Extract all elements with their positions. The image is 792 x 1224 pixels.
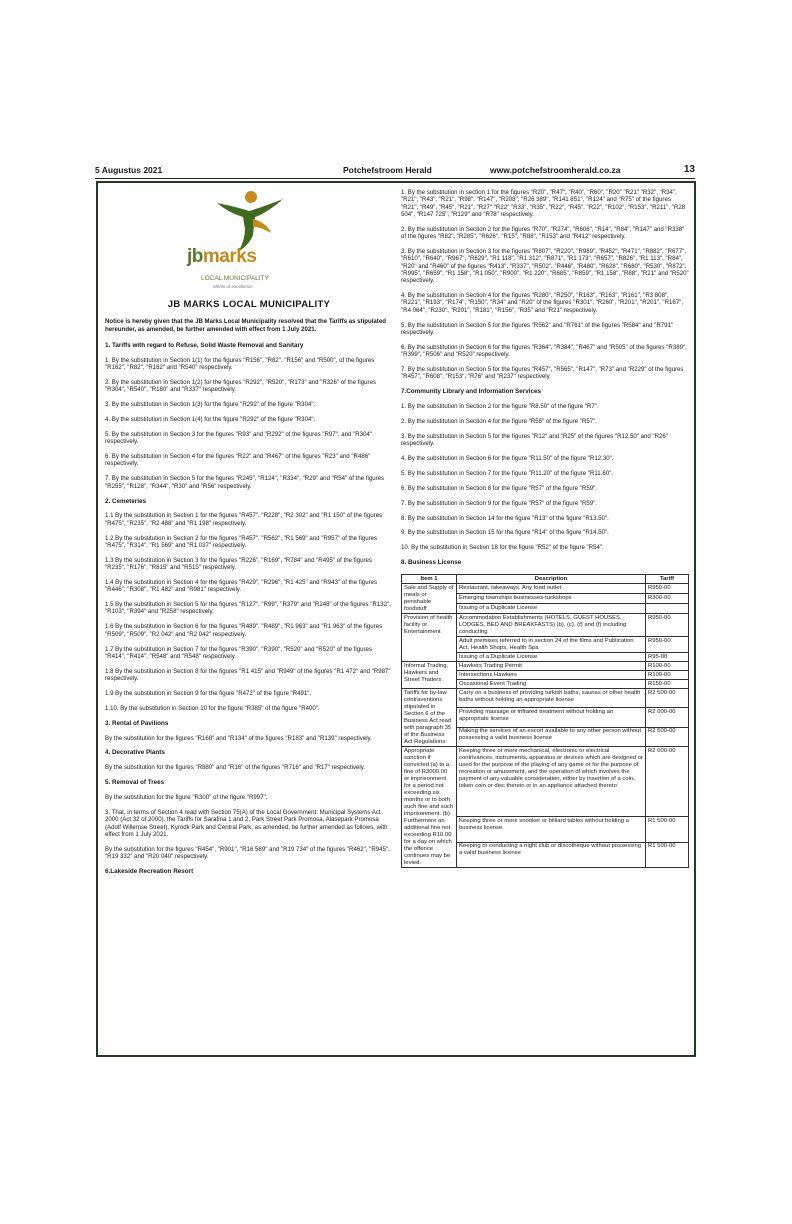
page-header (95, 164, 695, 179)
notice-box (96, 181, 696, 1057)
paragraph: By the substitution for the figures "R880" and "R16" of the figures "R716" and "R17" respectively. (105, 764, 366, 772)
section-heading: 6.Lakeside Recreation Resort (105, 867, 194, 875)
logo-tagline: Merits of excellence (213, 284, 253, 289)
tariff-cell: R95-00 (646, 653, 689, 662)
paragraph: 2. By the substitution in Section 1(2) for the figures "R292", "R520", "R173" and "R326" of the figures "R304", "R540", "R180" and "R337" respectively. (105, 378, 377, 394)
paragraph: 3. By the substitution in Section 3 for the figures "R807", "R220", "R989", "R452", "R471", "R882", "R677", "R610", "R640", "R967", "R629", "R1 118", "R1 312", "R871", "R1 173", "R657", "R826", "R1 113", "R84", "R20" and "R460" of the figures "R413", "R337", "R502", "R446", "R480", "R628", "R680", "R530", "R872", "R995", "R659", "R1 158", "R1 050", "R900", "R1 220", "R685", "R859", "R1 158", "R88", "R21" and "R520" respectively. (401, 247, 689, 285)
paragraph: 7. By the substitution in Section 9 for the figure "R57" of the figure "R59". (401, 499, 597, 507)
item-cell: Sale and Supply of meals or perishable foodstuff (402, 584, 457, 614)
tariff-cell: R2 500-00 (646, 689, 689, 708)
paragraph: 1.4 By the substitution in Section 4 for the figures "R429", "R296", "R1 425" and "R943" of the figures "R446", "R308", "R1 482" and "R981" respectively. (105, 578, 378, 594)
paragraph: 9. By the substitution in Section 15 for the figure "R14" of the figure "R14.50". (401, 529, 609, 537)
paragraph: 2. By the substitution in Section 2 for the figures "R70", "R274", "R606", "R14", "R84", "R147" and "R338" of the figures "R82", "R285", "R626", "R15", "R88", "R153" and "R412" respectively. (401, 225, 685, 241)
description-cell: Keeping three or more snooker or billiard tables without holding a business license (457, 817, 646, 842)
left-content (105, 342, 393, 875)
header-item: Item 1 (402, 575, 457, 584)
description-cell: Hawkers Trading Permit (457, 662, 646, 671)
paragraph: 6. By the substitution in Section 8 for the figure "R57" of the figure "R59". (401, 484, 597, 492)
tariff-cell: R100-00 (646, 671, 689, 680)
municipality-logo (105, 189, 393, 297)
item-cell: Appropriate sanction if convicted (a) to a fine of R3000.00 or imprisonment for a period not exceeding six months or to both such fine and such imprisonment. (b) Furthermore an additional fine not exceeding R10.00 for a day on which the offence continues may be levied. (402, 747, 457, 868)
logo-wordmark: jbmarks (187, 246, 257, 267)
paragraph: 1. By the substitution in section 1 for the figures "R20", "R47", "R40", "R60", "R20" "R21" "R32", "R34", "R21", "R43", "R21", "R98", "R147", "R208", "R26 389", "R141 851", "R124" and "R75" of the figures "R21", "R49", "R45", "R21", "R27" "R22" "R33", "R35", "R22", "R45", "R22", "R102", "R153", "R211", "R28 504", "R147 725", "R129" and "R78" respectively. (401, 189, 686, 218)
description-cell: Adult premises referred to in section 24 of the films and Publication Act, Health Shops, Health Spa (457, 637, 646, 653)
issue-date: 5 Augustus 2021 (95, 165, 163, 175)
paragraph: 5. By the substitution in Section 5 for the figures "R562" and "R761" of the figures "R584" and "R791" respectively. (401, 321, 674, 336)
section-heading: 1. Tariffs with regard to Refuse, Solid Waste Removal and Sanitary (105, 341, 304, 349)
tariff-cell: R2 000-00 (646, 708, 689, 727)
item-cell: Tariffs for by-law contraventions stipulated in Section 6 of the Business Act read with paragraph 35 of the Business Act Regulations: (402, 689, 457, 747)
section-heading: 3. Rental of Pavilions (105, 719, 169, 727)
paragraph: 1. By the substitution in Section 2 for the figure "R8.50" of the figure "R7". (401, 402, 599, 410)
description-cell: Making the services of an escort available to any other person without possessing a valid business license (457, 727, 646, 746)
tariff-cell: R950-00 (646, 637, 689, 653)
paragraph: By the substitution for the figures "R168" and "R134" of the figures "R183" and "R139" respectively. (105, 734, 372, 742)
tariff-cell: R300-00 (646, 594, 689, 604)
municipality-title: JB MARKS LOCAL MUNICIPALITY (167, 299, 331, 310)
table-row (402, 747, 689, 817)
notice-intro: Notice is hereby given that the JB Marks Local Municipality resolved that the Tariffs as stipulated hereunder, as amended, be further amended with effect from 1 July 2021. (105, 318, 386, 333)
paragraph: 4. By the substitution in Section 6 for the figure "R11.50" of the figure "R12.30". (401, 454, 614, 462)
section-heading: 5. Removal of Trees (105, 779, 165, 787)
paragraph: 1.8 By the substitution in Section 8 for the figures "R1 415" and "R949" of the figures "R1 472" and "R987" respectively. (105, 667, 391, 682)
tariff-cell: R2 000-00 (646, 747, 689, 817)
section-heading: 8. Business License (401, 559, 462, 567)
left-column (105, 189, 393, 883)
description-cell: Intersections Hawkers (457, 671, 646, 680)
description-cell: Carry on a business of providing turkish baths, saunas or other health baths without holding an appropriate license (457, 689, 646, 708)
paragraph: 1.6 By the substitution in Section 6 for the figures "R489", "R489", "R1 963" and "R1 963" of the figures "R509", "R509", "R2 042" and "R2 042" respectively. (105, 623, 383, 638)
header-description: Description (457, 575, 646, 584)
page-number: 13 (683, 164, 695, 175)
table-row (402, 662, 689, 671)
paragraph: 5. By the substitution in Section 3 for the figures "R93" and "R292" of the figures "R97", and "R304" respectively. (105, 430, 372, 446)
paragraph: 1.2 By the substitution in Section 2 for the figures "R457", "R562", "R1 569" and "R957" of the figures "R475", "R314", "R1 569" and "R1 037" respectively. (105, 534, 378, 549)
paragraph: 3. That, in terms of Section 4 read with Section 75(A) of the Local Government: Municipal Systems Act 2000 (Act 32 of 2000), the Tariffs for Sarafina 1 and 2, Park Street Park Promosa, Alasepark Promosa (Adolf Willemse Street), Kyrodk Park and Central Park, as amended, be further amended as follows, with effect from 1 July 2021. (105, 809, 388, 838)
paragraph: By the substitution for the figure "R300" of the figure "R997". (105, 794, 268, 802)
paragraph: 1.7 By the substitution in Section 7 for the figures "R390", "R390", "R520" and "R520" of the figures "R414", "R414", "R548" and "R548" respectively. (105, 645, 372, 660)
paragraph: 3. By the substitution in Section 1(3) for the figure "R292" of the figure "R304". (105, 401, 316, 409)
table-row (402, 614, 689, 637)
newspaper-name: Potchefstroom Herald (343, 165, 432, 175)
paragraph: 3. By the substitution in Section 5 for the figures "R12" and "R25" of the figures "R12.50" and "R26" respectively. (401, 432, 668, 448)
paragraph: 1.3 By the substitution in Section 3 for the figures "R226", "R169", "R784" and "R495" of the figures "R235", "R176", "R815" and "R515" respectively. (105, 556, 372, 572)
paragraph: 7. By the substitution in Section 5 for the figures "R245", "R124", "R334", "R29" and "R54" of the figures "R255", "R128", "R344", "R30" and "R56" respectively. (105, 475, 385, 490)
paragraph: 10. By the substitution in Section 18 for the figure "R52" of the figure "R54". (401, 544, 604, 552)
description-cell: Issuing of a Duplicate License (457, 604, 646, 614)
tariff-cell: R950-00 (646, 614, 689, 637)
item-cell: Provision of health facility or Entertainment (402, 614, 457, 662)
paragraph: 4. By the substitution in Section 4 for the figures "R280", "R250", "R163", "R163", "R161", "R3 808", "R221", "R193", "R174", "R150", "R34" and "R20" of the figures "R301", "R260", "R201", "R201", "R167", "R4 064", "R230", "R201", "R181", "R156", "R35" and "R21" respectively. (401, 292, 684, 314)
logo-subtitle: LOCAL MUNICIPALITY (201, 275, 269, 282)
tariff-cell: R1 500-00 (646, 842, 689, 867)
tariff-cell: R2 500-00 (646, 727, 689, 746)
item-cell: Informal Trading, Hawkers and Street Traders (402, 662, 457, 689)
newspaper-website: www.potchefstroomherald.co.za (490, 165, 621, 175)
tariff-cell: R100-00 (646, 662, 689, 671)
description-cell: Occasional Event Trading (457, 680, 646, 689)
table-header-row (402, 575, 689, 584)
paragraph: 7. By the substitution in Section 5 for the figures "R457", "R565", "R147", "R73" and "R229" of the figures "R457", "R608", "R153", "R76" and "R237" respectively. (401, 365, 684, 381)
paragraph: 1.10. By the substitution in Section 10 for the figure "R385" of the figure "R400". (105, 704, 320, 712)
figure-logo-icon (209, 189, 289, 253)
section-heading: 2. Cemeteries (105, 497, 146, 505)
tariff-cell: R1 500-00 (646, 817, 689, 842)
right-content (401, 189, 689, 566)
description-cell: Emerging townships businesses-tuckshops (457, 594, 646, 604)
description-cell: Restaurant, takeaways. Any food outlet (457, 584, 646, 594)
description-cell: Keeping three or more mechanical, electronic or electrical contrivances, instruments, apparatus or devices which are designed or used for the purpose of the playing of any game or for the purpose of recreation or amusement, and the operation of which involves the payment of any valuable consideration, either by insertion of a coin, token coin or disc therein or in an appliance attached thereto (457, 747, 646, 817)
description-cell: Accommodation Establishments (HOTELS, GUEST HOUSES, LODGES, BED AND BREAKFASTS) (b), (c), (f) and (f) including conducting (457, 614, 646, 637)
tariff-cell: R150-00 (646, 680, 689, 689)
description-cell: Providing massage or infrared treatment without holding an appropriate license (457, 708, 646, 727)
paragraph: 8. By the substitution in Section 14 for the figure "R13" of the figure "R13.50". (401, 514, 609, 522)
header-tariff: Tariff (646, 575, 689, 584)
table-row (402, 584, 689, 594)
paragraph: 1.9 By the substitution in Section 9 for the figure "R472" of the figure "R491". (105, 689, 312, 697)
business-license-table (401, 574, 689, 868)
paragraph: 1.5 By the substitution in Section 5 for the figures "R127", "R99", "R379" and "R248" of the figures "R132", "R103", "R394" and "R258" respectively. (105, 601, 391, 616)
description-cell: Keeping or conducting a night club or discotheque without possessing a valid business license (457, 842, 646, 867)
paragraph: 1. By the substitution in Section 1(1) for the figures "R156", "R82", "R156" and "R500", of the figures "R162", "R82", "R162" and "R540" respectively. (105, 356, 375, 372)
tariff-cell (646, 604, 689, 614)
paragraph: 4. By the substitution in Section 1(4) for the figure "R292" of the figure "R304". (105, 416, 316, 424)
paragraph: 6. By the substitution in Section 4 for the figures "R22" and "R467" of the figures "R23" and "R486" respectively. (105, 453, 371, 468)
tariff-cell: R950-00 (646, 584, 689, 594)
table-row (402, 689, 689, 708)
right-column (401, 189, 689, 868)
description-cell: Issuing of a Duplicate License (457, 653, 646, 662)
section-heading: 4. Decorative Plants (105, 749, 165, 757)
paragraph: 6. By the substitution in Section 6 for the figures "R364", "R384", "R467" and "R505" of the figures "R389", "R399", "R506" and "R520" respectively. (401, 343, 687, 359)
paragraph: By the substitution for the figures "R454", "R901", "R16 589" and "R19 734" of the figures "R462", "R945", "R19 332" and "R20 040" respectively. (105, 845, 390, 861)
paragraph: 2. By the substitution in Section 4 for the figure "R55" of the figure "R57". (401, 417, 597, 425)
section-heading: 7.Community Library and Information Services (401, 388, 541, 396)
paragraph: 1.1 By the substitution in Section 1 for the figures "R457", "R228", "R2 302" and "R1 150" of the figures "R475", "R235", "R2 488" and "R1 198" respectively. (105, 512, 383, 527)
paragraph: 5. By the substitution in Section 7 for the figure "R11.20" of the figure "R11.60". (401, 469, 614, 477)
